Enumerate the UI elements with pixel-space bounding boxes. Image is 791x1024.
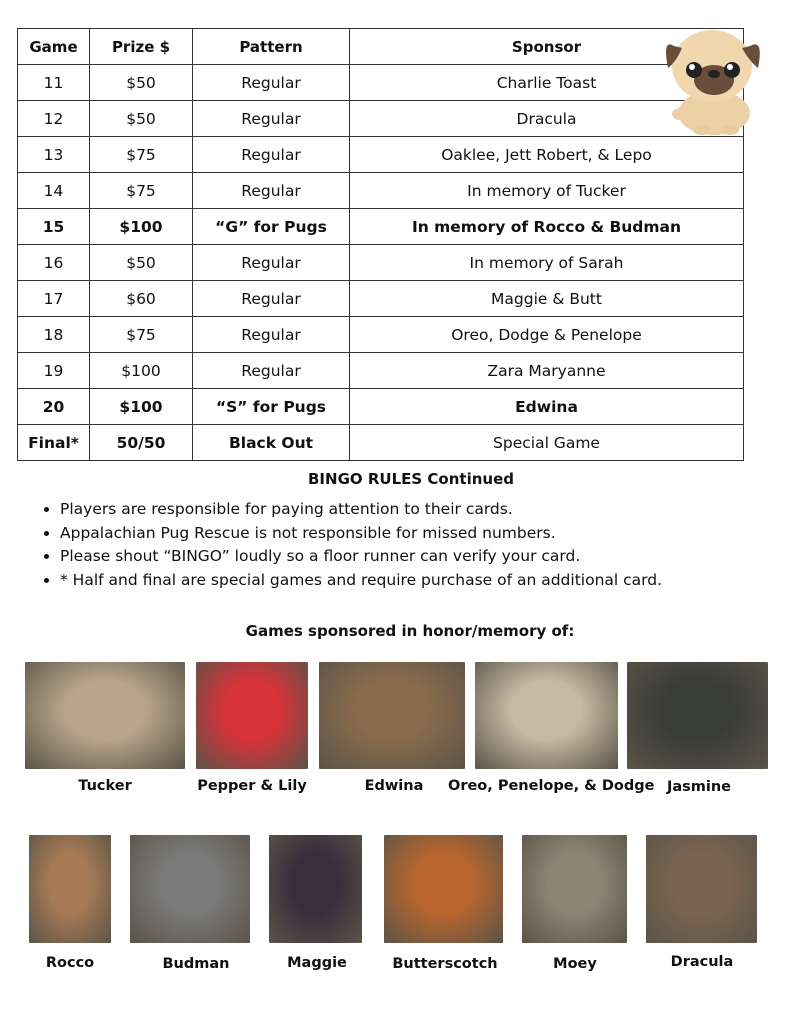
cell-pattern: Regular	[193, 245, 350, 281]
cell-sponsor: In memory of Rocco & Budman	[350, 209, 744, 245]
table-row	[18, 245, 744, 281]
cell-sponsor: In memory of Sarah	[350, 245, 744, 281]
cell-sponsor: Oreo, Dodge & Penelope	[350, 317, 744, 353]
pet-name: Dracula	[670, 954, 734, 970]
cell-game: Final*	[18, 425, 90, 461]
cartoon-pug-illustration	[652, 18, 772, 138]
table-row	[18, 101, 744, 137]
cell-pattern: Regular	[193, 101, 350, 137]
cell-pattern: Regular	[193, 353, 350, 389]
cell-pattern: Regular	[193, 65, 350, 101]
cell-pattern: Regular	[193, 317, 350, 353]
cell-game: 15	[18, 209, 90, 245]
cell-game: 13	[18, 137, 90, 173]
table-row	[18, 209, 744, 245]
header-game: Game	[18, 29, 90, 65]
pet-photo	[627, 662, 768, 769]
cell-prize: $75	[90, 317, 193, 353]
pet-photo	[196, 662, 308, 769]
pet-photo	[475, 662, 618, 769]
cell-pattern: “S” for Pugs	[193, 389, 350, 425]
cell-prize: $50	[90, 245, 193, 281]
cell-sponsor: Zara Maryanne	[350, 353, 744, 389]
pet-name: Butterscotch	[392, 956, 498, 972]
pet-name: Edwina	[364, 778, 424, 794]
rule-item: • Players are responsible for paying attention to their cards.	[60, 498, 662, 522]
pet-name: Jasmine	[666, 779, 732, 795]
table-row	[18, 425, 744, 461]
cell-pattern: Regular	[193, 173, 350, 209]
cell-sponsor: Charlie Toast	[350, 65, 744, 101]
cell-game: 20	[18, 389, 90, 425]
cell-pattern: Regular	[193, 137, 350, 173]
cell-sponsor: Special Game	[350, 425, 744, 461]
pet-photo	[29, 835, 111, 943]
header-pattern: Pattern	[193, 29, 350, 65]
pet-name: Budman	[162, 956, 230, 972]
cell-pattern: Regular	[193, 281, 350, 317]
cell-game: 17	[18, 281, 90, 317]
cell-game: 16	[18, 245, 90, 281]
pet-name: Tucker	[78, 778, 132, 794]
table-row	[18, 353, 744, 389]
cell-sponsor: Oaklee, Jett Robert, & Lepo	[350, 137, 744, 173]
pet-photo	[25, 662, 185, 769]
cell-prize: $50	[90, 65, 193, 101]
cell-pattern: Black Out	[193, 425, 350, 461]
cell-game: 18	[18, 317, 90, 353]
cell-prize: $50	[90, 101, 193, 137]
rule-item: • Please shout “BINGO” loudly so a floor runner can verify your card.	[60, 545, 662, 569]
cell-sponsor: Dracula	[350, 101, 744, 137]
table-row	[18, 389, 744, 425]
table-header-row	[18, 29, 744, 65]
cell-pattern: “G” for Pugs	[193, 209, 350, 245]
bingo-games-table	[17, 28, 744, 461]
table-row	[18, 137, 744, 173]
pet-name: Oreo, Penelope, & Dodge	[448, 778, 655, 794]
cell-prize: $100	[90, 209, 193, 245]
cell-prize: $60	[90, 281, 193, 317]
rules-list	[30, 498, 662, 592]
cell-prize: $100	[90, 353, 193, 389]
pet-photo	[646, 835, 757, 943]
pet-photo	[130, 835, 250, 943]
rule-item: • * Half and final are special games and require purchase of an additional card.	[60, 569, 662, 593]
pet-photo	[384, 835, 503, 943]
cell-prize: 50/50	[90, 425, 193, 461]
rule-item: • Appalachian Pug Rescue is not responsible for missed numbers.	[60, 522, 662, 546]
cell-prize: $100	[90, 389, 193, 425]
pet-photo	[522, 835, 627, 943]
cell-game: 12	[18, 101, 90, 137]
cell-game: 19	[18, 353, 90, 389]
pet-name: Pepper & Lily	[197, 778, 307, 794]
table-row	[18, 317, 744, 353]
cell-sponsor: In memory of Tucker	[350, 173, 744, 209]
cell-game: 11	[18, 65, 90, 101]
rules-title: BINGO RULES Continued	[308, 470, 514, 488]
table-row	[18, 65, 744, 101]
cell-game: 14	[18, 173, 90, 209]
cell-prize: $75	[90, 173, 193, 209]
pet-photo	[269, 835, 362, 943]
header-sponsor: Sponsor	[350, 29, 744, 65]
cell-prize: $75	[90, 137, 193, 173]
header-prize: Prize $	[90, 29, 193, 65]
pet-name: Rocco	[45, 955, 95, 971]
pet-name: Maggie	[287, 955, 347, 971]
table-row	[18, 281, 744, 317]
cell-sponsor: Edwina	[350, 389, 744, 425]
honor-title: Games sponsored in honor/memory of:	[245, 622, 575, 640]
pet-photo	[319, 662, 465, 769]
pet-name: Moey	[553, 956, 597, 972]
cell-sponsor: Maggie & Butt	[350, 281, 744, 317]
table-row	[18, 173, 744, 209]
